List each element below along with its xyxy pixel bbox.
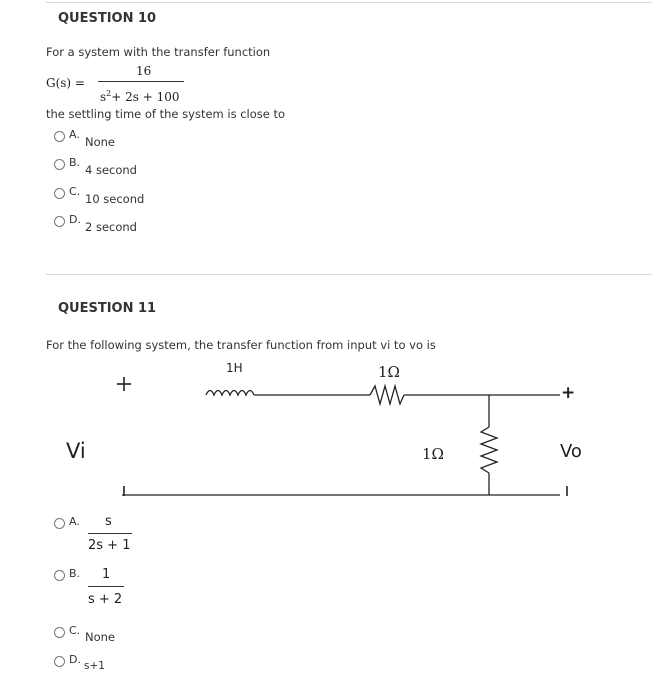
q11-option-c-letter: C.: [69, 624, 81, 637]
question-11-prompt: For the following system, the transfer function from input vi to vo is: [46, 338, 436, 352]
q10-option-c-letter: C.: [69, 185, 81, 198]
vo-plus-sign: +: [561, 383, 576, 403]
q11-option-b-numerator[interactable]: 1: [102, 567, 111, 582]
q11-option-b-letter: B.: [69, 567, 81, 580]
series-resistor-icon: [370, 386, 404, 404]
q10-option-b-text[interactable]: 4 second: [85, 163, 137, 177]
q11-option-a-fraction-bar: [88, 533, 132, 534]
question-divider: [46, 274, 652, 275]
question-10-prompt: the settling time of the system is close to: [46, 107, 286, 121]
vi-label: Vi: [66, 439, 86, 463]
vo-label: Vo: [560, 441, 582, 462]
q11-option-a-numerator[interactable]: s: [105, 514, 112, 529]
q10-option-a-radio[interactable]: [54, 131, 65, 142]
q10-option-c-radio[interactable]: [54, 188, 65, 199]
question-10-title: QUESTION 10: [58, 11, 157, 26]
q10-option-b-letter: B.: [69, 156, 81, 169]
q10-option-c-text[interactable]: 10 second: [85, 192, 145, 206]
q10-option-d-radio[interactable]: [54, 216, 65, 227]
q10-option-d-text[interactable]: 2 second: [85, 220, 137, 234]
transfer-function-numerator: 16: [136, 64, 152, 78]
den-s: s: [100, 90, 107, 104]
inductor-icon: [206, 391, 254, 396]
q11-option-b-denominator[interactable]: s + 2: [88, 592, 123, 607]
question-11-title: QUESTION 11: [58, 301, 157, 316]
q10-option-a-letter: A.: [69, 128, 80, 141]
q11-option-a-denominator[interactable]: 2s + 1: [88, 538, 131, 553]
q11-option-d-letter: D.: [69, 653, 81, 666]
transfer-function-denominator: [100, 89, 180, 104]
transfer-function-lhs: G(s) =: [46, 76, 85, 90]
q11-option-b-radio[interactable]: [54, 570, 65, 581]
q11-option-a-letter: A.: [69, 515, 80, 528]
q11-option-a-radio[interactable]: [54, 518, 65, 529]
series-resistor-label: 1Ω: [378, 363, 400, 381]
q11-option-d-radio[interactable]: [54, 656, 65, 667]
den-rest: + 2s + 100: [111, 90, 180, 104]
inductor-label: 1H: [226, 361, 243, 375]
q11-option-c-radio[interactable]: [54, 627, 65, 638]
top-divider: [46, 2, 652, 3]
q11-option-b-fraction-bar: [88, 586, 124, 587]
q10-option-b-radio[interactable]: [54, 159, 65, 170]
q11-option-d-text[interactable]: s+1: [84, 660, 105, 672]
question-10-intro: For a system with the transfer function: [46, 45, 271, 59]
q10-option-d-letter: D.: [69, 213, 81, 226]
shunt-resistor-label: 1Ω: [422, 445, 444, 463]
shunt-resistor-icon: [481, 427, 497, 473]
q10-option-a-text[interactable]: None: [85, 135, 116, 149]
fraction-bar: [98, 81, 184, 82]
circuit-diagram: [0, 355, 652, 510]
den-exponent: 2: [106, 89, 112, 98]
q11-option-c-text[interactable]: None: [85, 630, 116, 644]
